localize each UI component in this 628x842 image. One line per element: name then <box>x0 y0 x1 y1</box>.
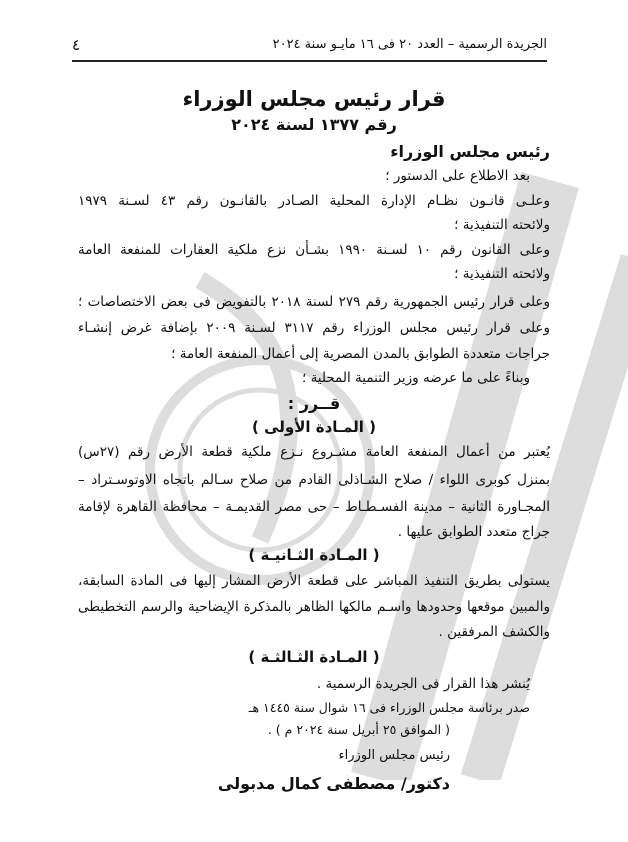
decree-title: قرار رئيس مجلس الوزراء <box>182 87 446 111</box>
decides-heading: قــرر : <box>287 394 341 413</box>
running-header <box>72 30 547 62</box>
signature-title: رئيس مجلس الوزراء <box>338 748 450 763</box>
article-1-line: يُعتبر من أعمال المنفعة العامة مشـروع نـزع ملكية قطعة الأرض رقم (٢٧س) <box>78 444 550 460</box>
issued-line: صدر برئاسة مجلس الوزراء فى ١٦ شوال سنة ١٤٤٥ هـ <box>248 700 530 715</box>
article-1-line: المجـاورة الثانية – مدينة الفسـطـاط – حى مصر القديمـة – محافظة القاهرة لإقامة <box>78 499 550 515</box>
article-1-heading: ( المـادة الأولى ) <box>252 418 376 436</box>
signature-name: دكتور/ مصطفى كمال مدبولى <box>217 774 450 793</box>
preamble-line: ولائحته التنفيذية ؛ <box>454 217 550 233</box>
preamble-line: ولائحته التنفيذية ؛ <box>454 266 550 282</box>
page-number: ٤ <box>72 36 81 54</box>
article-2-line: والمبين موقعها وحدودها واسـم مالكها الظاهر بالمذكرة الإيضاحية والرسم التخطيطى <box>78 599 550 615</box>
preamble-line: وعلى قرار رئيس الجمهورية رقم ٢٧٩ لسنة ٢٠١٨ بالتفويض فى بعض الاختصاصات ؛ <box>78 294 550 310</box>
article-2-line: والكشف المرفقين . <box>438 624 550 640</box>
article-3-line: يُنشر هذا القرار فى الجريدة الرسمية . <box>316 676 530 692</box>
preamble-line: وعلى القانون رقم ١٠ لسـنة ١٩٩٠ بشـأن نزع ملكية العقارات للمنفعة العامة <box>78 242 550 258</box>
issued-line: ( الموافق ٢٥ أبريل سنة ٢٠٢٤ م ) . <box>267 722 450 737</box>
preamble-line: وعلى قرار رئيس مجلس الوزراء رقم ٣١١٧ لسـنة ٢٠٠٩ بإضافة غرض إنشـاء <box>78 320 550 336</box>
article-3-heading: ( المـادة الثـالثـة ) <box>248 648 380 666</box>
preamble-line: وعلـى قانـون نظـام الإدارة المحلية الصـادر بالقانـون رقم ٤٣ لسـنة ١٩٧٩ <box>78 193 550 209</box>
preamble-line: بعد الاطلاع على الدستور ؛ <box>385 168 530 184</box>
preamble-line: وبناءً على ما عرضه وزير التنمية المحلية ؛ <box>301 370 530 386</box>
article-1-line: بمنزل كوبرى اللواء / صلاح الشـاذلى القادم من صلاح سـالم باتجاه الاوتوسـتراد – <box>78 472 550 488</box>
decree-number: رقم ١٣٧٧ لسنة ٢٠٢٤ <box>231 115 397 134</box>
running-title: الجريدة الرسمية – العدد ٢٠ فى ١٦ مايـو سنة ٢٠٢٤ <box>272 37 547 52</box>
issuer-heading: رئيس مجلس الوزراء <box>390 142 550 161</box>
article-2-line: يستولى بطريق التنفيذ المباشر على قطعة الأرض المشار إليها فى المادة السابقة، <box>78 573 550 589</box>
article-2-heading: ( المـادة الثـانيـة ) <box>248 546 380 564</box>
article-1-line: جراج متعدد الطوابق عليها . <box>397 524 550 540</box>
preamble-line: جراجات متعددة الطوابق بالمدن المصرية إلى أعمال المنفعة العامة ؛ <box>171 346 550 362</box>
